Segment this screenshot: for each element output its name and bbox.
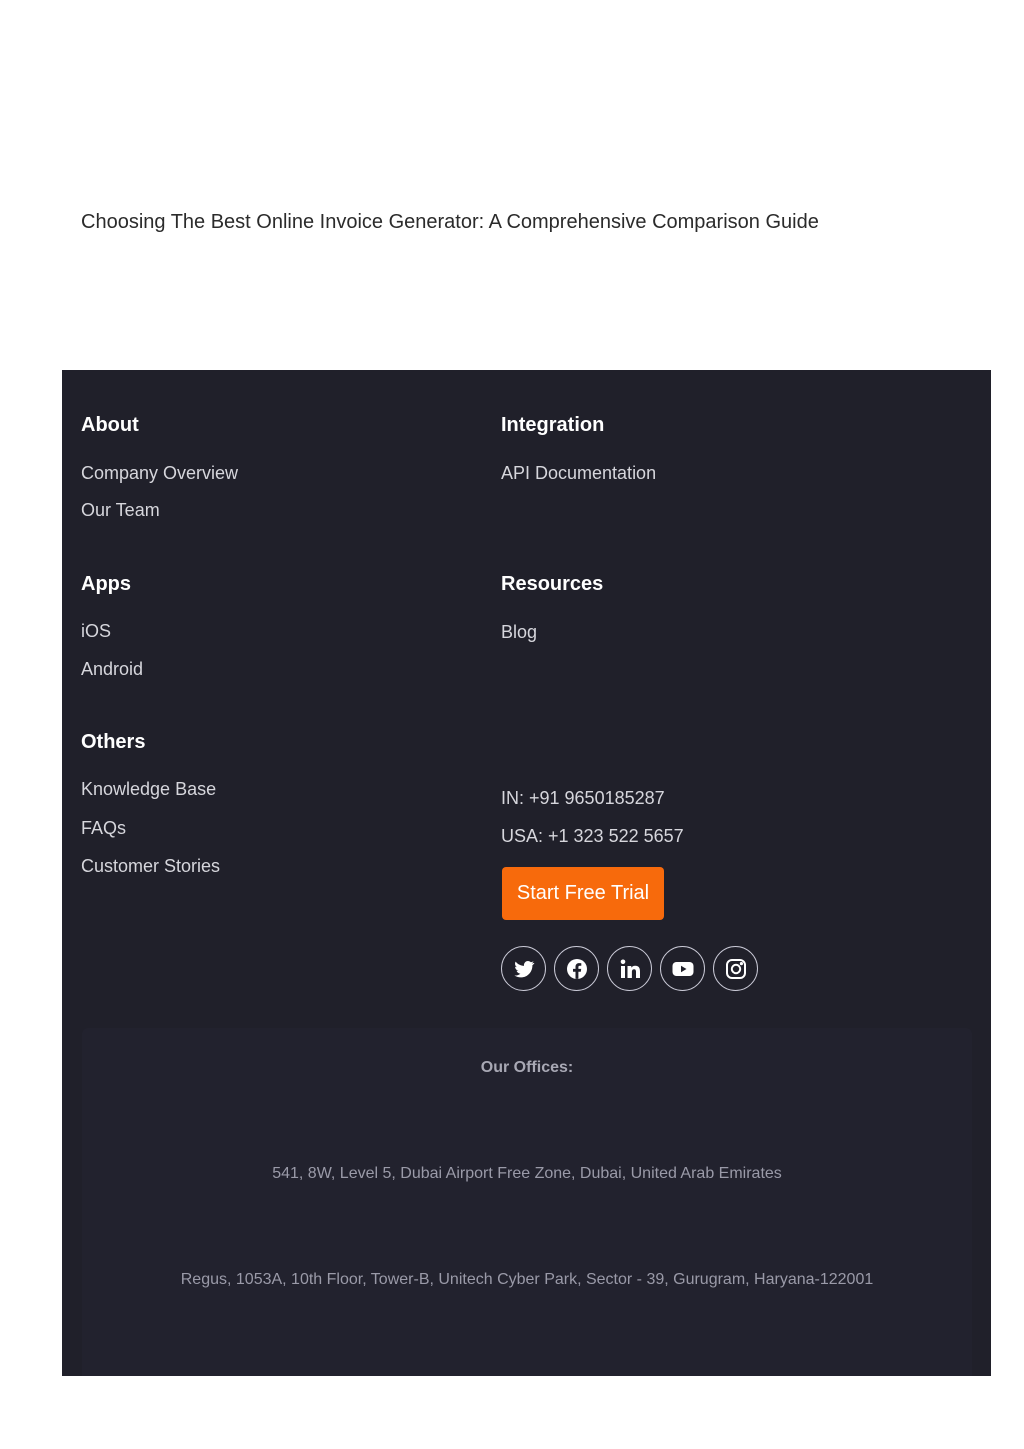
knowledge-base-link[interactable]: Knowledge Base: [81, 779, 217, 799]
integration-heading: Integration: [501, 414, 605, 436]
company-overview-link[interactable]: Company Overview: [81, 463, 239, 483]
ios-link[interactable]: iOS: [81, 621, 112, 641]
our-team-link[interactable]: Our Team: [81, 500, 160, 520]
phone-usa: USA: +1 323 522 5657: [501, 826, 684, 846]
resources-heading: Resources: [501, 573, 604, 595]
about-heading: About: [81, 414, 139, 436]
facebook-icon[interactable]: [554, 946, 599, 991]
site-footer: [62, 370, 991, 1376]
apps-heading: Apps: [81, 573, 131, 595]
others-heading: Others: [81, 731, 146, 753]
android-link[interactable]: Android: [81, 659, 144, 679]
phone-india: IN: +91 9650185287: [501, 788, 665, 808]
article-title-link[interactable]: Choosing The Best Online Invoice Generator: A Comprehensive Comparison Guide: [81, 211, 819, 233]
offices-panel: [82, 1028, 972, 1376]
start-free-trial-button[interactable]: Start Free Trial: [502, 867, 664, 920]
customer-stories-link[interactable]: Customer Stories: [81, 856, 221, 876]
office-address-dubai: 541, 8W, Level 5, Dubai Airport Free Zone, Dubai, United Arab Emirates: [272, 1165, 782, 1182]
faqs-link[interactable]: FAQs: [81, 818, 127, 838]
social-links: [501, 946, 758, 991]
api-documentation-link[interactable]: API Documentation: [501, 463, 657, 483]
blog-link[interactable]: Blog: [501, 622, 538, 642]
office-address-gurugram: Regus, 1053A, 10th Floor, Tower-B, Unitech Cyber Park, Sector - 39, Gurugram, Haryana-122001: [180, 1271, 874, 1288]
linkedin-icon[interactable]: [607, 946, 652, 991]
twitter-icon[interactable]: [501, 946, 546, 991]
youtube-icon[interactable]: [660, 946, 705, 991]
offices-title: Our Offices:: [480, 1059, 574, 1076]
instagram-icon[interactable]: [713, 946, 758, 991]
